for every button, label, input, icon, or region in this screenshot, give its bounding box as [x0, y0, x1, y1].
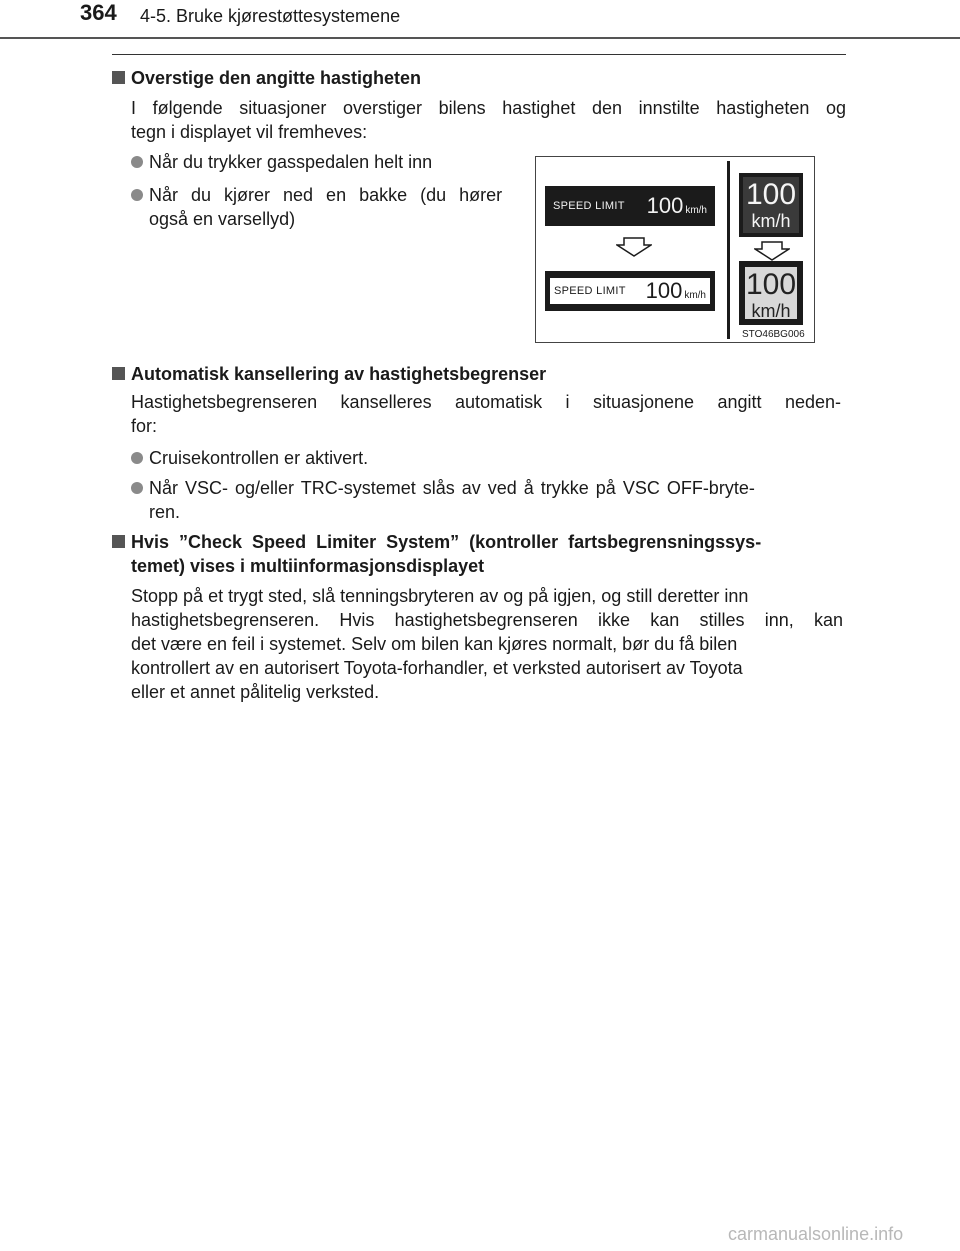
sign-unit: km/h	[751, 211, 791, 231]
list-item-text: ren.	[149, 502, 181, 522]
list-item-text: Cruisekontrollen er aktivert.	[149, 448, 369, 468]
section-paragraph	[131, 584, 843, 704]
paragraph-line: tegn i displayet vil fremheves:	[131, 122, 368, 142]
content-divider	[112, 54, 846, 55]
paragraph-line: Stopp på et trygt sted, slå tenningsbryteren av og på igjen, og still deretter inn	[131, 586, 749, 606]
section-heading-check-speed-limiter	[112, 530, 852, 578]
lcd-display-normal	[545, 186, 715, 226]
list-item-text: også en varsellyd)	[149, 209, 296, 229]
lcd-label: SPEED LIMIT	[553, 200, 625, 212]
paragraph-line: eller et annet pålitelig verksted.	[131, 682, 380, 702]
chapter-title: 4-5. Bruke kjørestøttesystemene	[140, 6, 401, 26]
paragraph-line: for:	[131, 416, 158, 436]
list-item	[131, 476, 846, 524]
sign-value: 100	[745, 178, 797, 211]
list-item	[131, 446, 846, 470]
section-heading-text: Automatisk kansellering av hastighetsbegrenser	[131, 364, 547, 384]
paragraph-line: kontrollert av en autorisert Toyota-forhandler, et verksted autorisert av Toyota	[131, 658, 743, 678]
section-heading-automatisk	[112, 362, 852, 386]
bullet-dot-icon	[131, 452, 143, 464]
section-heading-text: Hvis ”Check Speed Limiter System” (kontroller fartsbegrensningssys-	[131, 532, 762, 552]
speed-sign-face	[743, 177, 799, 233]
list-item-text: Når du kjører ned en bakke (du hører	[149, 185, 503, 205]
header-divider	[0, 37, 960, 39]
paragraph-line: Hastighetsbegrenseren kanselleres automatisk i situasjonene angitt neden-	[131, 392, 841, 412]
figure-code: STO46BG006	[742, 329, 805, 340]
square-bullet-icon	[112, 535, 125, 548]
bullet-dot-icon	[131, 189, 143, 201]
list-item-text: Når du trykker gasspedalen helt inn	[149, 152, 433, 172]
lcd-screen	[549, 277, 711, 305]
page-header	[0, 0, 960, 40]
bullet-dot-icon	[131, 482, 143, 494]
lcd-display-highlighted	[545, 271, 715, 311]
bullet-dot-icon	[131, 156, 143, 168]
sign-unit: km/h	[751, 301, 791, 321]
lcd-screen	[549, 192, 711, 220]
paragraph-line: det være en feil i systemet. Selv om bilen kan kjøres normalt, bør du få bilen	[131, 634, 738, 654]
square-bullet-icon	[112, 367, 125, 380]
speed-sign-highlighted	[739, 261, 803, 325]
paragraph-line: I følgende situasjoner overstiger bilens hastighet den innstilte hastigheten og	[131, 98, 846, 118]
sign-value: 100	[745, 268, 797, 301]
section-paragraph	[131, 96, 846, 144]
list-item-text: Når VSC- og/eller TRC-systemet slås av ved å trykke på VSC OFF-bryte-	[149, 478, 755, 498]
section-paragraph	[131, 390, 841, 438]
lcd-unit: km/h	[685, 205, 707, 216]
arrow-down-icon	[754, 241, 790, 261]
lcd-label: SPEED LIMIT	[554, 285, 626, 297]
speed-sign-face	[743, 265, 799, 321]
lcd-value: 100	[646, 193, 684, 218]
section-heading-overstige	[112, 66, 852, 90]
page-number: 364	[80, 0, 117, 25]
watermark: carmanualsonline.info	[728, 1224, 904, 1244]
section-heading-text: Overstige den angitte hastigheten	[131, 68, 422, 88]
lcd-unit: km/h	[684, 290, 706, 301]
speed-limit-illustration	[535, 156, 815, 343]
speed-sign-normal	[739, 173, 803, 237]
list-item	[131, 150, 491, 174]
arrow-down-icon	[616, 237, 652, 257]
section-heading-text: temet) vises i multiinformasjonsdisplayet	[131, 556, 485, 576]
paragraph-line: hastighetsbegrenseren. Hvis hastighetsbegrenseren ikke kan stilles inn, kan	[131, 610, 843, 630]
lcd-value: 100	[645, 278, 683, 303]
list-item	[131, 183, 517, 231]
figure-divider	[727, 161, 730, 339]
square-bullet-icon	[112, 71, 125, 84]
